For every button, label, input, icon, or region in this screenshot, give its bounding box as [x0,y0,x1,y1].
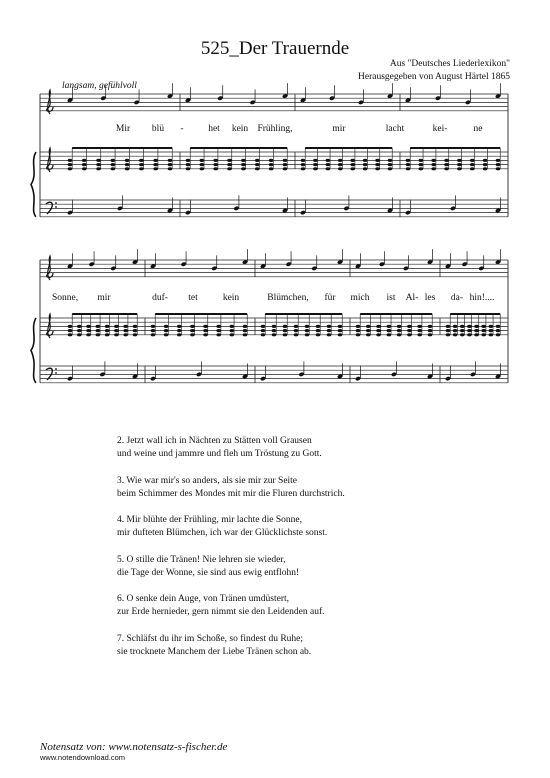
system-1-treble-chord-note [326,159,331,162]
system-2-treble-chord-note [203,325,208,328]
system-2-treble-chord-note [446,333,451,336]
verse-5-line-1: 5. O stille die Tränen! Nie lehren sie wieder, [117,554,286,565]
system-2-treble-chord-note [203,333,208,336]
system-1-treble-chord-note [269,159,274,162]
system-2-treble-chord-note [305,333,310,336]
lyric-2-syllable: hin!.... [469,293,495,303]
system-2-treble-chord-note [376,333,381,336]
system-1-bass-clef-dot [55,206,57,208]
system-2-treble-chord-note [243,325,248,328]
system-1-treble-chord-note [313,163,318,166]
system-2-treble-chord-note [114,329,119,332]
system-2-treble-chord-note [68,329,73,332]
system-2-treble-chord-note [489,329,494,332]
system-1-treble-chord-note [213,159,218,162]
system-1-treble-chord-note [82,163,87,166]
lyric-1-syllable: blü [151,124,165,134]
system-1-treble-chord-note [301,167,306,170]
system-1-treble-chord-note [375,163,380,166]
system-1-treble-chord-note [483,167,488,170]
system-2-treble-chord-note [387,333,392,336]
verse-7 [117,633,345,659]
system-1-treble-chord-note [363,163,368,166]
system-1-treble-chord-note [139,163,144,166]
system-2-treble-chord-note [203,329,208,332]
system-2-treble-chord-note [123,329,128,332]
system-2-treble-chord-note [316,333,321,336]
system-2-treble-chord-note [177,325,182,328]
system-2-treble-chord-note [356,329,361,332]
verse-6-line-2: zur Erde hernieder, gern nimmt sie den Leidenden auf. [117,607,325,617]
system-2-treble-chord-note [261,325,266,328]
system-1-treble-chord-note [241,167,246,170]
system-1-treble-chord-note [227,167,232,170]
system-1-treble-chord-note [96,163,101,166]
system-2-treble-chord-note [376,325,381,328]
system-2-treble-chord-note [123,333,128,336]
system-2-treble-chord-note [387,325,392,328]
system-2-treble-chord-note [243,329,248,332]
system-2-treble-chord-note [133,325,138,328]
system-1-treble-chord-note [388,163,393,166]
system-2-treble-chord-note [114,325,119,328]
system-2-treble-chord-note [216,333,221,336]
system-2-treble-chord-note [356,325,361,328]
verse-6 [117,593,345,619]
system-1-treble-chord-note [338,159,343,162]
system-2-piano-brace [31,318,36,383]
tempo-marking: langsam, gefühlvoll [62,81,137,91]
system-2-treble-clef [47,256,53,280]
system-1-treble-chord-note [227,159,232,162]
system-2-treble-chord-note [366,329,371,332]
system-1-treble-chord-note [186,167,191,170]
engraver-credit: Notensatz von: www.notensatz-s-fischer.de [40,741,228,753]
lyric-1-syllable: kei- [432,124,448,134]
system-2-treble-chord-note [230,329,235,332]
music-system-1 [31,83,508,217]
system-2-treble-chord-note [397,325,402,328]
system-1-treble-chord-note [153,163,158,166]
system-2-treble-chord-note [96,325,101,328]
system-1-treble-chord-note [200,163,205,166]
system-2-treble-chord-note [305,329,310,332]
system-2-treble-chord-note [453,329,458,332]
system-2-treble-chord-note [283,329,288,332]
system-2-treble-chord-note [68,325,73,328]
system-2-treble-chord-note [481,329,486,332]
verse-7-line-1: 7. Schläfst du ihr im Schoße, so findest du Ruhe; [117,633,304,644]
system-1-treble-chord-note [213,163,218,166]
lyric-1-syllable: Mir [115,124,131,134]
system-2-treble-chord-note [338,325,343,328]
system-2-treble-chord-note [407,333,412,336]
system-1-treble-chord-note [388,159,393,162]
system-2-treble-chord-note [114,333,119,336]
system-1-treble-chord-note [483,163,488,166]
verse-6-line-1: 6. O senke dein Auge, von Tränen umdüstert, [117,594,290,604]
system-1-treble-chord-note [125,159,130,162]
system-1-treble-chord-note [227,163,232,166]
system-1-treble-chord-note [419,159,424,162]
system-2-treble-chord-note [123,325,128,328]
system-1-bass-clef-dot [55,202,57,204]
system-1-treble-chord-note [111,167,116,170]
system-2-treble-chord-note [316,329,321,332]
lyric-1-syllable: kein [231,124,249,134]
system-1-treble-chord-note [68,163,73,166]
system-2-treble-chord-note [489,333,494,336]
system-2-treble-chord-note [164,333,169,336]
verse-2-line-2: und weine und jammre und fleh um Tröstung zu Gott. [117,449,322,459]
lyric-2-syllable: ist [386,293,396,303]
system-1-treble-chord-note [255,163,260,166]
system-2-treble-chord-note [77,329,82,332]
system-2-treble-chord-note [474,329,479,332]
system-2-treble-chord-note [481,325,486,328]
system-2-treble-chord-note [77,325,82,328]
system-1-treble-chord-note [153,159,158,162]
verse-2 [117,435,345,461]
system-2-treble-chord-note [397,329,402,332]
system-2-treble-chord-note [86,325,91,328]
system-1-treble-chord-note [283,167,288,170]
system-1-treble-chord-note [326,167,331,170]
system-1-treble-chord-note [375,167,380,170]
system-2-treble-chord-note [407,329,412,332]
system-1-treble-chord-note [350,167,355,170]
lyric-2-syllable: les [424,293,436,303]
system-1-treble-chord-note [301,163,306,166]
system-1-treble-chord-note [388,167,393,170]
system-1-treble-chord-note [96,167,101,170]
system-1-treble-chord-note [68,159,73,162]
download-site-credit: www.notendownload.com [40,753,126,762]
system-2-treble-chord-note [496,333,501,336]
system-1-treble-chord-note [470,163,475,166]
system-1-treble-chord-note [496,167,501,170]
lyric-1-syllable: ne [473,124,483,134]
system-2-treble-chord-note [496,329,501,332]
system-2-treble-chord-note [164,325,169,328]
system-2-treble-chord-note [481,333,486,336]
lyric-2-syllable: kein [222,293,240,303]
system-1-treble-chord-note [496,159,501,162]
system-1-treble-chord-note [363,167,368,170]
system-1-treble-chord-note [406,159,411,162]
system-1-treble-chord-note [363,159,368,162]
verses-block [117,435,345,672]
system-1-treble-chord-note [153,167,158,170]
system-1-treble-chord-note [168,163,173,166]
system-1-treble-chord-note [406,167,411,170]
system-2-treble-chord-note [376,329,381,332]
system-2-treble-chord-note [489,325,494,328]
system-1-treble-chord-note [406,163,411,166]
system-2-treble-chord-note [96,329,101,332]
music-system-2 [31,249,508,383]
system-2-treble-chord-note [366,325,371,328]
system-2-treble-chord-note [151,325,156,328]
lyric-2-syllable: tet [188,293,198,303]
system-1-treble-chord-note [375,159,380,162]
system-2-treble-chord-note [105,329,110,332]
system-1-treble-chord-note [125,167,130,170]
verse-2-line-1: 2. Jetzt wall ich in Nächten zu Stätten voll Grausen [117,436,312,446]
system-1-treble-chord-note [350,159,355,162]
system-1-treble-chord-note [68,167,73,170]
system-1-treble-chord-note [496,163,501,166]
system-1-treble-chord-note [213,167,218,170]
system-1-treble-chord-note [283,163,288,166]
system-2-treble-chord-note [467,329,472,332]
system-2-treble-chord-note [86,329,91,332]
system-2-treble-chord-note [338,329,343,332]
system-2-treble-chord-note [338,333,343,336]
system-1-treble-chord-note [139,167,144,170]
system-1-treble-chord-note [255,167,260,170]
system-1-treble-chord-note [483,159,488,162]
system-2-treble-chord-note [133,329,138,332]
system-2-treble-chord-note [151,333,156,336]
system-2-treble-chord-note [294,333,299,336]
system-1-treble-chord-note [139,159,144,162]
system-2-treble-chord-note [272,329,277,332]
system-2-treble-chord-note [460,333,465,336]
system-2-treble-chord-note [446,329,451,332]
system-1-treble-chord-note [111,163,116,166]
system-1-treble-chord-note [457,163,462,166]
system-2-treble-chord-note [460,329,465,332]
system-1-treble-chord-note [313,159,318,162]
verse-5 [117,554,345,580]
system-2-treble-chord-note [261,329,266,332]
verse-7-line-2: sie trocknete Manchem der Liebe Tränen schon ab. [117,646,312,657]
system-2-treble-chord-note [356,333,361,336]
system-2-treble-chord-note [96,333,101,336]
system-2-treble-clef [47,314,53,338]
system-1-treble-chord-note [444,167,449,170]
system-1-treble-chord-note [326,163,331,166]
verse-4-line-2: mir dufteten Blümchen, ich war der Glücklichste sonst. [117,528,328,538]
system-2-treble-chord-note [417,329,422,332]
lyric-2-syllable: da- [450,293,464,303]
system-2-treble-chord-note [327,333,332,336]
system-2-treble-chord-note [216,325,221,328]
system-2-treble-chord-note [417,333,422,336]
system-2-treble-chord-note [216,329,221,332]
system-2-treble-chord-note [230,325,235,328]
lyric-1-syllable: mir [332,124,346,134]
system-1-treble-chord-note [431,163,436,166]
system-2-treble-chord-note [474,333,479,336]
system-1-treble-chord-note [125,163,130,166]
system-2-treble-chord-note [68,333,73,336]
verse-4 [117,514,345,540]
system-1-treble-chord-note [186,163,191,166]
system-1-treble-chord-note [82,159,87,162]
system-2-treble-chord-note [417,325,422,328]
system-1-treble-chord-note [457,159,462,162]
system-2-treble-chord-note [283,333,288,336]
system-1-treble-chord-note [470,167,475,170]
lyric-1-syllable: Frühling, [257,124,293,134]
system-1-treble-chord-note [241,163,246,166]
system-1-treble-chord-note [419,163,424,166]
system-2-treble-chord-note [496,325,501,328]
verse-3-line-2: beim Schimmer des Mondes mit mir die Fluren durchstrich. [117,488,345,499]
lyric-2-syllable: für [324,293,336,303]
system-2-treble-chord-note [86,333,91,336]
lyric-1-syllable: - [180,124,184,134]
system-1-treble-chord-note [338,167,343,170]
system-2-treble-chord-note [190,333,195,336]
system-2-treble-chord-note [460,325,465,328]
system-2-treble-chord-note [243,333,248,336]
system-2-treble-chord-note [366,333,371,336]
system-1-treble-chord-note [313,167,318,170]
system-1-treble-chord-note [283,159,288,162]
system-2-treble-chord-note [105,325,110,328]
system-2-treble-chord-note [261,333,266,336]
system-1-treble-chord-note [241,159,246,162]
lyric-1-syllable: lacht [385,124,405,134]
system-2-treble-chord-note [190,325,195,328]
system-2-treble-chord-note [190,329,195,332]
lyric-2-syllable: mich [350,293,370,303]
system-2-treble-chord-note [387,329,392,332]
system-1-treble-chord-note [186,159,191,162]
system-2-bass-clef-dot [55,372,57,374]
system-2-treble-chord-note [327,325,332,328]
system-2-treble-chord-note [272,333,277,336]
system-1-treble-chord-note [431,159,436,162]
system-2-treble-chord-note [164,329,169,332]
system-2-treble-chord-note [453,325,458,328]
system-1-treble-chord-note [431,167,436,170]
lyric-2-syllable: Blümchen, [267,293,309,303]
system-1-treble-chord-note [269,163,274,166]
system-2-treble-chord-note [283,325,288,328]
system-1-treble-chord-note [111,159,116,162]
lyric-2-syllable: Sonne, [51,293,79,303]
system-2-treble-chord-note [327,329,332,332]
source-line-1: Aus "Deutsches Liederlexikon" [389,59,510,69]
system-1-treble-chord-note [269,167,274,170]
system-2-treble-chord-note [77,333,82,336]
lyric-2-syllable: mir [97,293,111,303]
system-2-treble-chord-note [294,325,299,328]
system-1-treble-chord-note [444,163,449,166]
system-1-treble-chord-note [350,163,355,166]
song-title: 525_Der Trauernde [200,38,350,59]
system-2-treble-chord-note [453,333,458,336]
system-2-treble-chord-note [474,325,479,328]
system-1-treble-clef [47,90,53,114]
system-1-treble-chord-note [470,159,475,162]
lyric-1-syllable: het [208,124,220,134]
verse-4-line-1: 4. Mir blühte der Frühling, mir lachte die Sonne, [117,515,302,525]
system-1-treble-chord-note [419,167,424,170]
system-1-treble-chord-note [338,163,343,166]
system-1-treble-chord-note [255,159,260,162]
system-2-treble-chord-note [428,333,433,336]
system-2-treble-chord-note [467,325,472,328]
system-1-treble-chord-note [457,167,462,170]
system-2-treble-chord-note [230,333,235,336]
system-2-treble-chord-note [272,325,277,328]
system-2-treble-chord-note [105,333,110,336]
system-2-treble-chord-note [305,325,310,328]
system-2-treble-chord-note [177,329,182,332]
source-line-2: Herausgegeben von August Härtel 1865 [358,72,510,82]
verse-5-line-2: die Tage der Wonne, sie sind aus ewig entflohn! [117,567,300,578]
system-2-treble-chord-note [133,333,138,336]
system-2-treble-chord-note [428,325,433,328]
lyric-2-syllable: Al- [405,293,419,303]
system-1-treble-chord-note [200,167,205,170]
verse-3-line-1: 3. Wie war mir's so anders, als sie mir zur Seite [117,475,298,486]
system-1-treble-chord-note [301,159,306,162]
system-2-treble-chord-note [428,329,433,332]
system-2-treble-chord-note [316,325,321,328]
system-2-treble-chord-note [467,333,472,336]
system-1-treble-chord-note [168,167,173,170]
system-1-treble-chord-note [444,159,449,162]
system-2-treble-chord-note [177,333,182,336]
system-2-bass-clef-dot [55,368,57,370]
system-1-treble-chord-note [82,167,87,170]
system-2-treble-chord-note [397,333,402,336]
system-2-treble-chord-note [446,325,451,328]
system-1-treble-chord-note [200,159,205,162]
system-2-treble-chord-note [407,325,412,328]
lyric-2-syllable: duf- [152,293,168,303]
system-1-treble-clef [47,148,53,172]
system-1-piano-brace [31,152,36,217]
system-1-treble-chord-note [96,159,101,162]
system-2-treble-chord-note [294,329,299,332]
verse-3 [117,475,345,501]
system-2-treble-chord-note [151,329,156,332]
system-1-treble-chord-note [168,159,173,162]
